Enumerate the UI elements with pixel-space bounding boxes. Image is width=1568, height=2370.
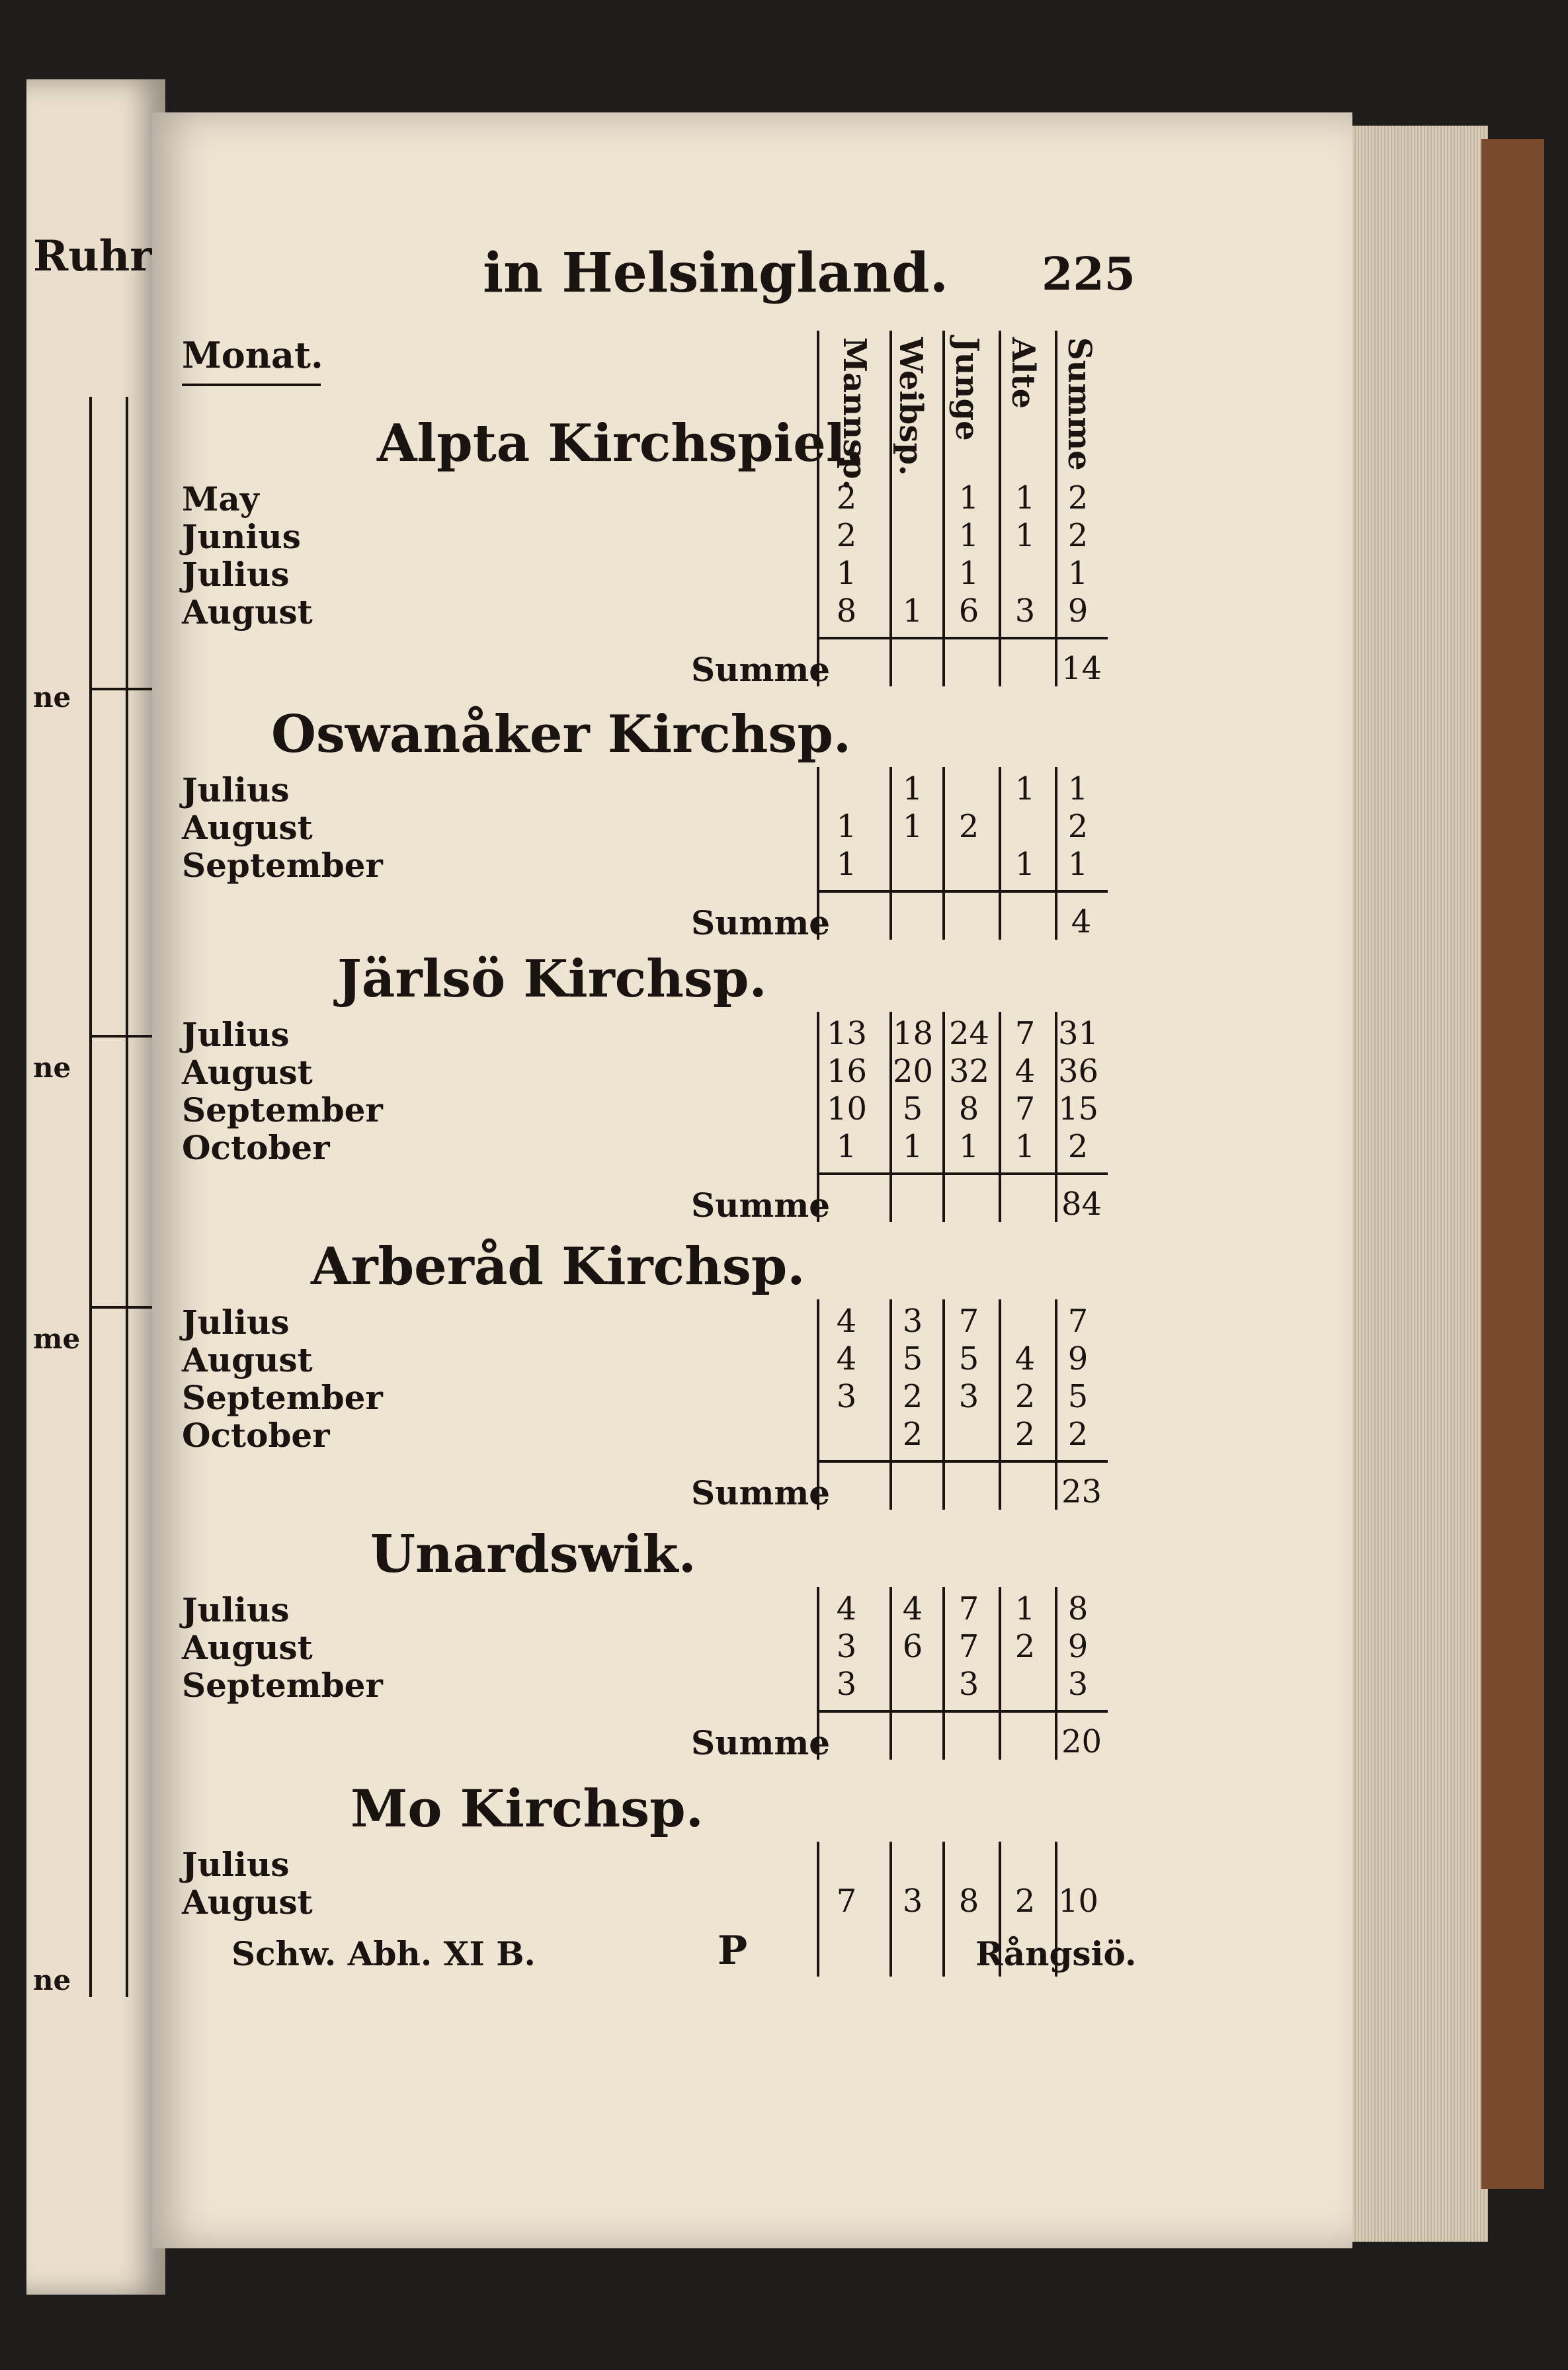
cell-old: 1: [1014, 1128, 1036, 1165]
footer-catchword: Rångsiö.: [975, 1934, 1137, 1973]
left-row-label: me: [33, 1323, 81, 1355]
cell-young: 1: [958, 555, 979, 592]
book-cover: [1481, 139, 1544, 2189]
table-rule: [889, 1587, 892, 1760]
book-page: [152, 112, 1352, 2248]
month-label: Julius: [182, 1845, 290, 1884]
cell-young: 1: [958, 479, 979, 516]
cell-young: 1: [958, 517, 979, 554]
cell-young: 7: [958, 1303, 979, 1340]
sum-label: Summe: [691, 1473, 831, 1512]
parish-title: Arberåd Kirchsp.: [311, 1237, 805, 1297]
parish-title: Järlsö Kirchsp.: [337, 949, 767, 1009]
cell-young: 3: [958, 1666, 979, 1703]
month-label: October: [182, 1416, 330, 1455]
table-rule: [889, 1012, 892, 1222]
month-label: Julius: [182, 1590, 290, 1629]
cell-women: 4: [902, 1590, 923, 1627]
column-header-men: Mannsp.: [836, 337, 873, 491]
month-label: Julius: [182, 1303, 290, 1342]
left-page-heading: Ruhr: [33, 231, 152, 281]
cell-old: 2: [1014, 1628, 1036, 1665]
month-label: Julius: [182, 1015, 290, 1054]
sum-rule: [817, 890, 1108, 893]
table-rule: [999, 1587, 1001, 1760]
cell-women: 1: [902, 592, 923, 630]
table-rule: [999, 767, 1001, 940]
table-rule: [942, 767, 945, 940]
cell-sum: 36: [1058, 1053, 1099, 1090]
cell-sum: 7: [1067, 1303, 1089, 1340]
cell-men: 2: [836, 517, 857, 554]
cell-young: 32: [949, 1053, 990, 1090]
cell-men: 1: [836, 1128, 857, 1165]
table-rule: [889, 476, 892, 686]
cell-men: 3: [836, 1378, 857, 1415]
left-page-fragment: [26, 79, 165, 2295]
cell-men: 4: [836, 1303, 857, 1340]
cell-men: 4: [836, 1590, 857, 1627]
cell-men: 8: [836, 592, 857, 630]
cell-young: 1: [958, 1128, 979, 1165]
parish-title: Mo Kirchsp.: [351, 1779, 704, 1839]
cell-young: 5: [958, 1340, 979, 1377]
sum-label: Summe: [691, 650, 831, 689]
cell-men: 10: [827, 1090, 868, 1127]
parish-title: Oswanåker Kirchsp.: [271, 704, 852, 764]
cell-sum: 9: [1067, 592, 1089, 630]
parish-total: 14: [1061, 650, 1102, 687]
month-label: August: [182, 808, 313, 847]
cell-sum: 5: [1067, 1378, 1089, 1415]
table-rule: [1055, 767, 1057, 940]
cell-women: 18: [893, 1015, 934, 1052]
sum-rule: [817, 1172, 1108, 1175]
cell-old: 2: [1014, 1416, 1036, 1453]
cell-men: 3: [836, 1666, 857, 1703]
cell-sum: 10: [1058, 1883, 1099, 1920]
sum-label: Summe: [691, 1186, 831, 1225]
left-row-label: ne: [33, 681, 71, 714]
footer-sheet-mark: P: [718, 1928, 748, 1974]
cell-men: 2: [836, 479, 857, 516]
cell-sum: 8: [1067, 1590, 1089, 1627]
month-label: October: [182, 1128, 330, 1167]
cell-women: 5: [902, 1090, 923, 1127]
cell-old: 1: [1014, 846, 1036, 883]
month-label: August: [182, 1883, 313, 1922]
cell-men: 1: [836, 808, 857, 845]
month-label: Julius: [182, 770, 290, 809]
cell-sum: 9: [1067, 1628, 1089, 1665]
cell-sum: 1: [1067, 770, 1089, 807]
cell-old: 2: [1014, 1378, 1036, 1415]
cell-women: 5: [902, 1340, 923, 1377]
parish-title: Alpta Kirchspiel.: [377, 413, 864, 473]
cell-men: 7: [836, 1883, 857, 1920]
month-label: September: [182, 1378, 383, 1417]
table-rule: [942, 476, 945, 686]
cell-sum: 1: [1067, 555, 1089, 592]
table-rule: [889, 1299, 892, 1510]
table-rule: [942, 1012, 945, 1222]
table-rule: [1055, 1587, 1057, 1760]
month-label: September: [182, 1090, 383, 1129]
cell-old: 2: [1014, 1883, 1036, 1920]
cell-men: 13: [827, 1015, 868, 1052]
month-label: September: [182, 846, 383, 885]
cell-old: 4: [1014, 1053, 1036, 1090]
column-header-month: Monat.: [182, 334, 323, 376]
cell-sum: 3: [1067, 1666, 1089, 1703]
parish-title: Unardswik.: [370, 1524, 696, 1584]
cell-old: 3: [1014, 592, 1036, 630]
cell-sum: 9: [1067, 1340, 1089, 1377]
table-rule: [889, 1842, 892, 1977]
table-rule: [999, 476, 1001, 686]
cell-sum: 2: [1067, 808, 1089, 845]
parish-total: 23: [1061, 1473, 1102, 1510]
cell-women: 1: [902, 808, 923, 845]
cell-sum: 15: [1058, 1090, 1099, 1127]
month-label: August: [182, 1053, 313, 1092]
table-rule: [1055, 476, 1057, 686]
cell-women: 3: [902, 1883, 923, 1920]
running-title: in Helsingland.: [483, 241, 949, 305]
cell-men: 1: [836, 846, 857, 883]
parish-total: 84: [1061, 1186, 1102, 1223]
cell-young: 24: [949, 1015, 990, 1052]
cell-old: 4: [1014, 1340, 1036, 1377]
cell-sum: 2: [1067, 1128, 1089, 1165]
cell-young: 8: [958, 1090, 979, 1127]
table-rule: [942, 1842, 945, 1977]
cell-men: 16: [827, 1053, 868, 1090]
table-rule: [942, 1299, 945, 1510]
cell-women: 3: [902, 1303, 923, 1340]
table-rule: [942, 1587, 945, 1760]
table-rule: [999, 1012, 1001, 1222]
cell-sum: 2: [1067, 479, 1089, 516]
column-header-young: Junge: [948, 337, 985, 441]
cell-men: 4: [836, 1340, 857, 1377]
parish-total: 4: [1071, 903, 1092, 940]
cell-young: 3: [958, 1378, 979, 1415]
cell-sum: 1: [1067, 846, 1089, 883]
cell-sum: 31: [1058, 1015, 1099, 1052]
cell-old: 1: [1014, 1590, 1036, 1627]
table-rule: [999, 1299, 1001, 1510]
parish-total: 20: [1061, 1723, 1102, 1760]
left-rule: [89, 397, 92, 1997]
sum-label: Summe: [691, 1723, 831, 1762]
cell-sum: 2: [1067, 517, 1089, 554]
cell-old: 1: [1014, 770, 1036, 807]
column-header-women: Weibsp.: [892, 337, 929, 476]
column-header-old: Alte: [1005, 337, 1042, 409]
cell-women: 20: [893, 1053, 934, 1090]
cell-women: 2: [902, 1416, 923, 1453]
cell-women: 2: [902, 1378, 923, 1415]
month-label: August: [182, 1340, 313, 1379]
page-number: 225: [1042, 248, 1135, 301]
sum-rule: [817, 1710, 1108, 1713]
footer-signature: Schw. Abh. XI B.: [231, 1934, 536, 1973]
month-underline: [182, 384, 321, 386]
cell-men: 3: [836, 1628, 857, 1665]
month-label: Julius: [182, 555, 290, 594]
cell-old: 7: [1014, 1090, 1036, 1127]
table-rule: [889, 767, 892, 940]
sum-rule: [817, 637, 1108, 639]
month-label: August: [182, 1628, 313, 1667]
cell-sum: 2: [1067, 1416, 1089, 1453]
sum-rule: [817, 1460, 1108, 1463]
cell-old: 1: [1014, 517, 1036, 554]
table-rule: [817, 1842, 819, 1977]
left-rule: [126, 397, 128, 1997]
left-row-label: ne: [33, 1964, 71, 1996]
cell-men: 1: [836, 555, 857, 592]
month-label: May: [182, 479, 259, 518]
cell-women: 1: [902, 1128, 923, 1165]
cell-women: 6: [902, 1628, 923, 1665]
column-header-sum: Summe: [1061, 337, 1098, 471]
table-rule: [1055, 1012, 1057, 1222]
cell-women: 1: [902, 770, 923, 807]
cell-young: 6: [958, 592, 979, 630]
month-label: September: [182, 1666, 383, 1705]
left-row-label: ne: [33, 1051, 71, 1084]
table-rule: [1055, 1299, 1057, 1510]
cell-young: 8: [958, 1883, 979, 1920]
sum-label: Summe: [691, 903, 831, 942]
cell-young: 7: [958, 1628, 979, 1665]
cell-young: 2: [958, 808, 979, 845]
cell-young: 7: [958, 1590, 979, 1627]
cell-old: 7: [1014, 1015, 1036, 1052]
cell-old: 1: [1014, 479, 1036, 516]
month-label: August: [182, 592, 313, 632]
month-label: Junius: [182, 517, 301, 556]
